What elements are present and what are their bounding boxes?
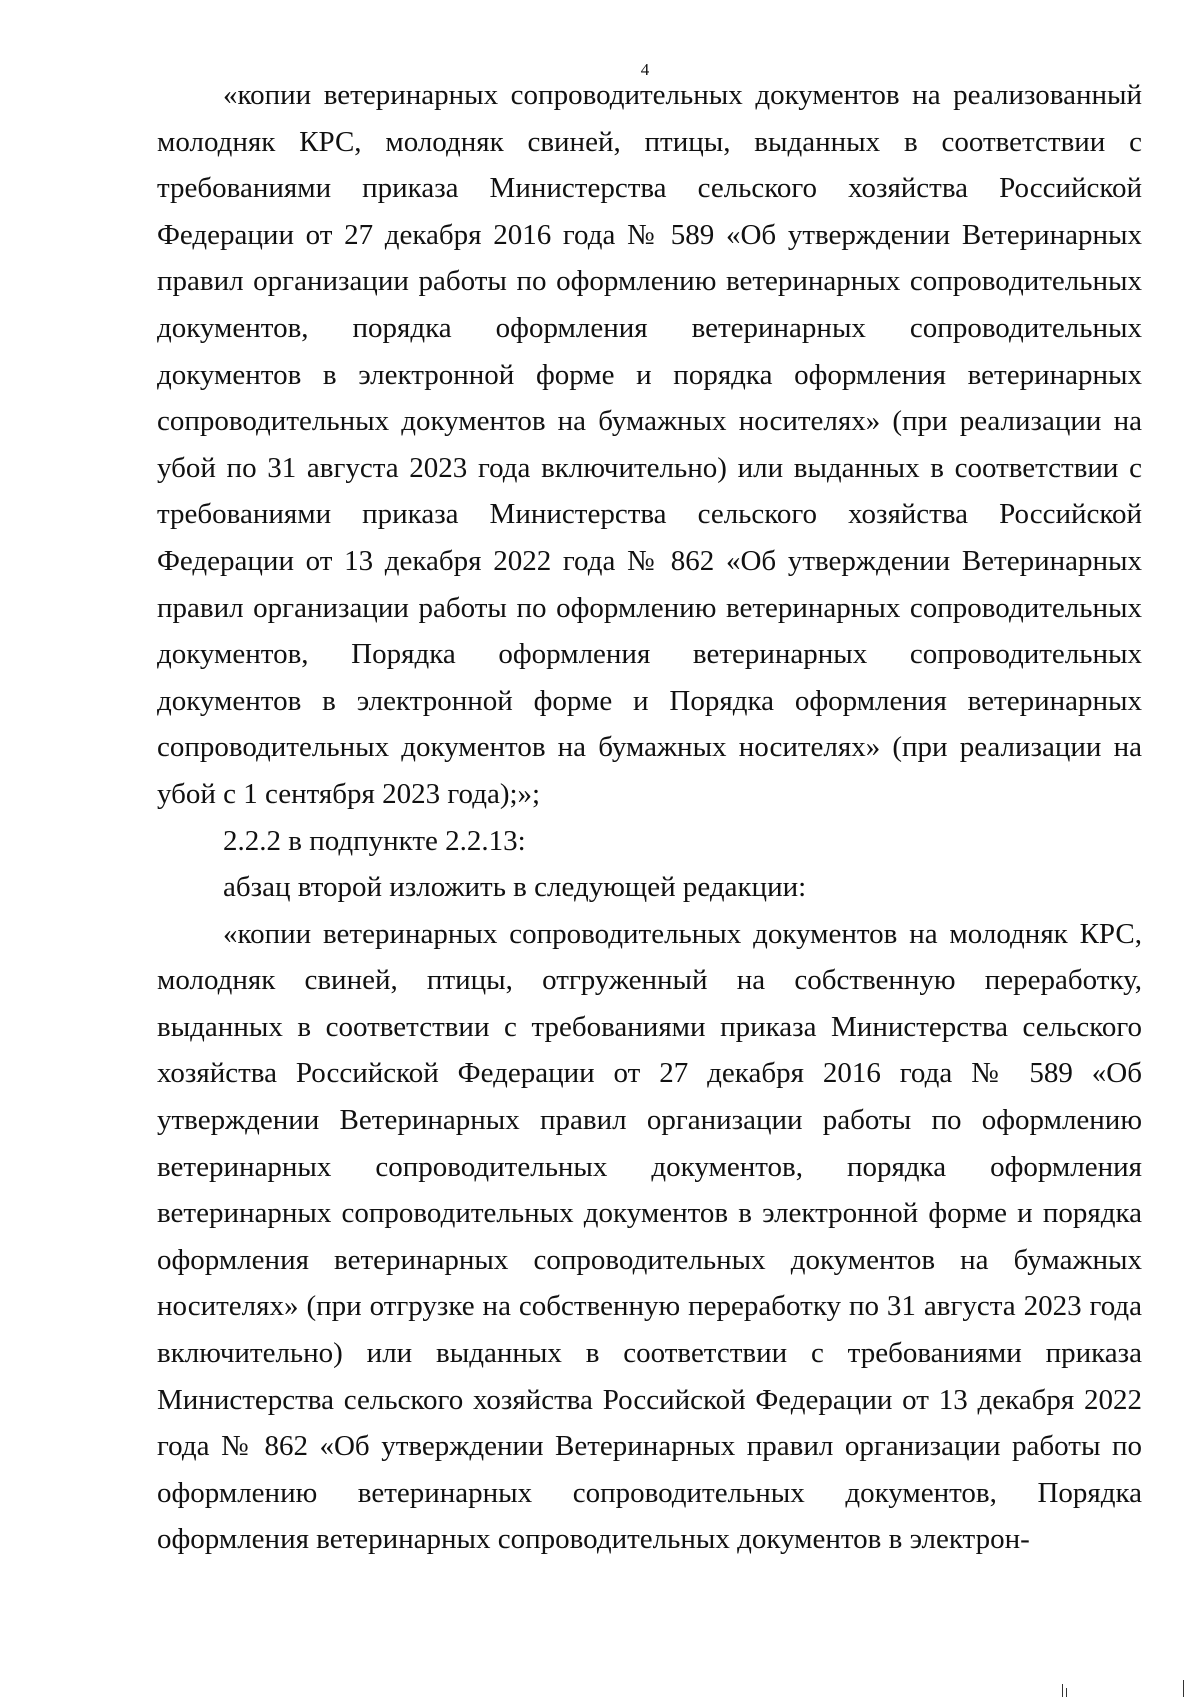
paragraph-amendment-note: абзац второй изложить в следующей редакции: [223,871,807,904]
scan-mark [1183,1680,1184,1697]
scan-mark [1066,1688,1067,1697]
page-number: 4 [640,60,650,79]
scan-mark [1062,1684,1063,1697]
paragraph-subclause-2-2-2: 2.2.2 в подпункте 2.2.13: [223,824,526,857]
paragraph-vet-docs-sale: «копии ветеринарных сопроводительных документов на реализованный молодняк КРС, молодняк свиней, птицы, выданных в соответствии с требованиями приказа Министерства сельского хозяйства Российской Федерации от 27 декабря 2016 года № 589 «Об утверждении Ветеринарных правил организации работы по оформлению ветеринарных сопроводительных документов, порядка оформления ветеринарных сопроводительных документов в электронной форме и порядка оформления ветеринарных сопроводительных документов на бумажных носителях» (при реализации на убой по 31 августа 2023 года включительно) или выданных в соответствии с требованиями приказа Министерства сельского хозяйства Российской Федерации от 13 декабря 2022 года № 862 «Об утверждении Ветеринарных правил организации работы по оформлению ветеринарных сопроводительных документов, Порядка оформления ветеринарных сопроводительных документов в электронной форме и Порядка оформления ветеринарных сопроводительных документов на бумажных носителях» (при реализации на убой с 1 сентября 2023 года);»; [157,79,1142,810]
document-body [157,72,1142,1563]
paragraph-vet-docs-processing: «копии ветеринарных сопроводительных документов на молодняк КРС, молодняк свиней, птицы, отгруженный на собственную переработку, выданных в соответствии с требованиями приказа Министерства сельского хозяйства Российской Федерации от 27 декабря 2016 года № 589 «Об утверждении Ветеринарных правил организации работы по оформлению ветеринарных сопроводительных документов, порядка оформления ветеринарных сопроводительных документов в электронной форме и порядка оформления ветеринарных сопроводительных документов на бумажных носителях» (при отгрузке на собственную переработку по 31 августа 2023 года включительно) или выданных в соответствии с требованиями приказа Министерства сельского хозяйства Российской Федерации от 13 декабря 2022 года № 862 «Об утверждении Ветеринарных правил организации работы по оформлению ветеринарных сопроводительных документов, Порядка оформления ветеринарных сопроводительных документов в электрон- [157,917,1142,1556]
